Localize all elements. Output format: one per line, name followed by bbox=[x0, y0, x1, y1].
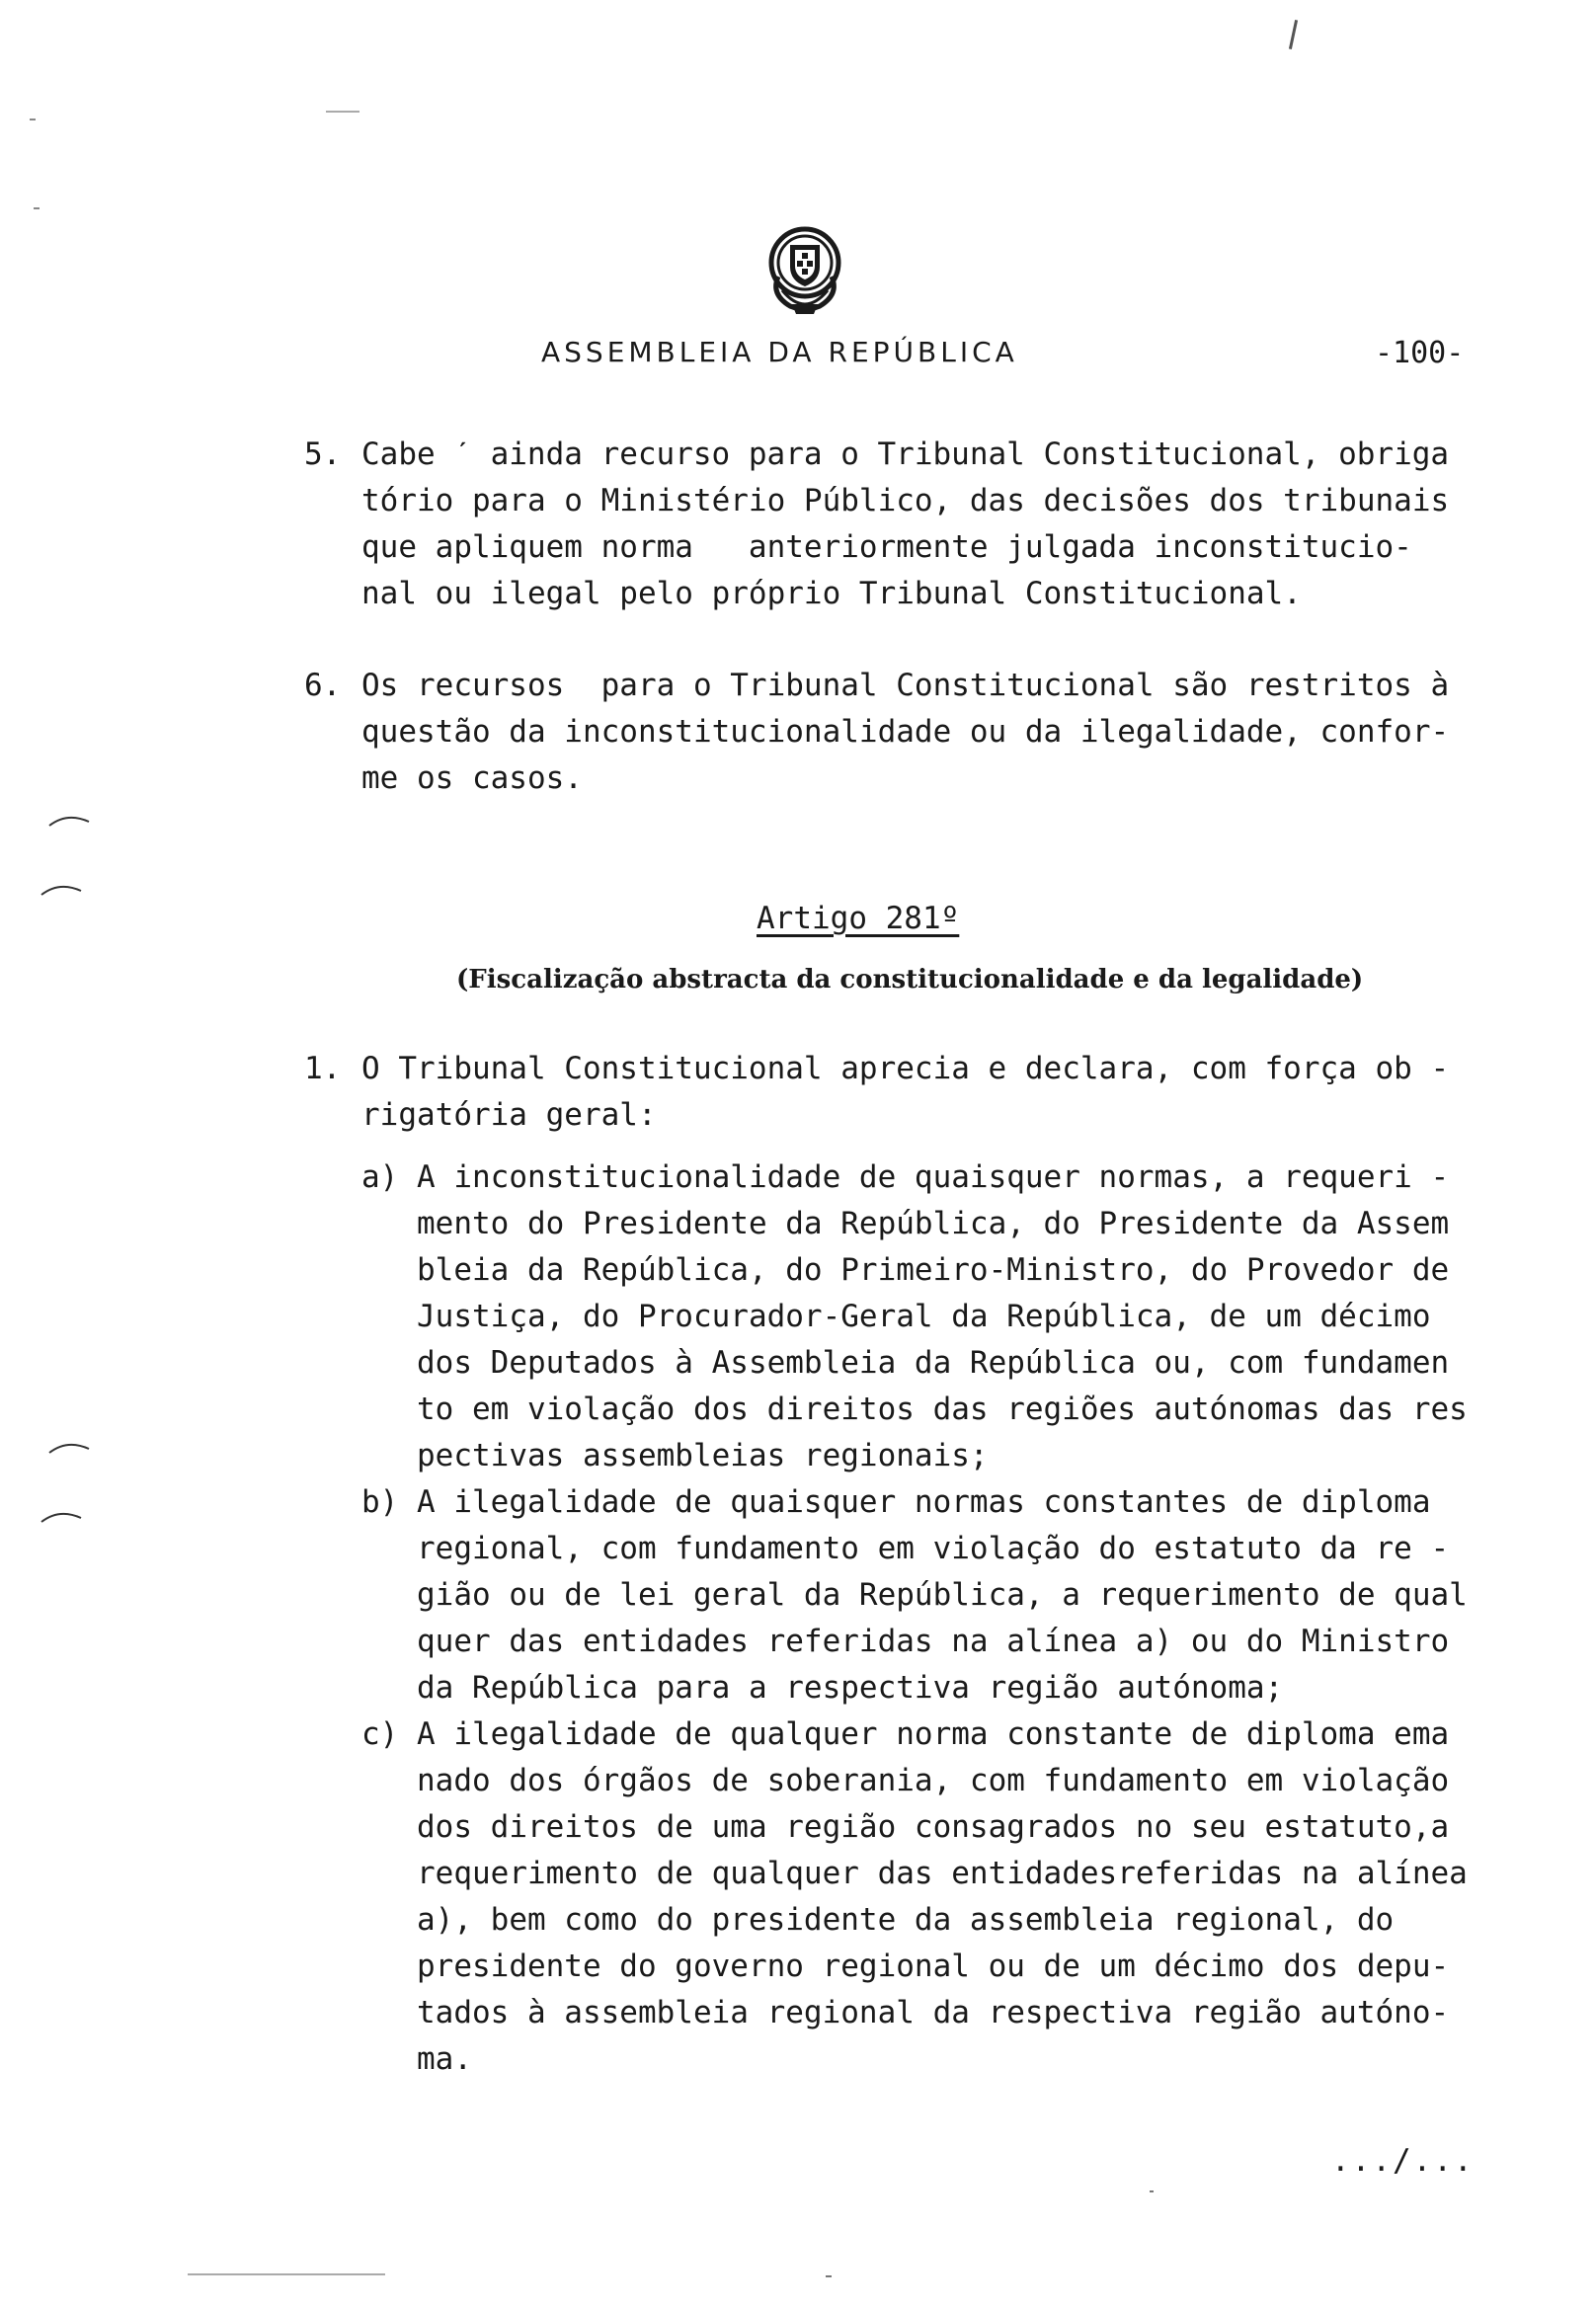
punch-hole-mark-icon bbox=[40, 879, 83, 899]
portuguese-coat-of-arms-icon bbox=[751, 215, 859, 324]
continuation-marker: .../... bbox=[1331, 2143, 1475, 2179]
item-b-label: b) bbox=[361, 1484, 399, 1520]
scan-artifact bbox=[326, 111, 359, 113]
item-a-line: pectivas assembleias regionais; bbox=[417, 1438, 989, 1473]
clause-1-line: rigatória geral: bbox=[361, 1097, 657, 1133]
item-c-line: a), bem como do presidente da assembleia regional, do bbox=[417, 1902, 1395, 1938]
scan-artifact bbox=[188, 2273, 385, 2275]
punch-hole-mark-icon bbox=[40, 1506, 83, 1526]
item-c-line: nado dos órgãos de soberania, com fundamento em violação bbox=[417, 1763, 1450, 1798]
section-5-line: tório para o Ministério Público, das decisões dos tribunais bbox=[361, 483, 1450, 518]
section-5-number: 5. bbox=[304, 437, 342, 472]
section-5-line: que apliquem norma anteriormente julgada inconstitucio- bbox=[361, 529, 1412, 565]
item-a-label: a) bbox=[361, 1159, 399, 1195]
item-b-line: quer das entidades referidas na alínea a) ou do Ministro bbox=[417, 1624, 1450, 1659]
section-6-number: 6. bbox=[304, 668, 342, 703]
section-5-line: nal ou ilegal pelo próprio Tribunal Constitucional. bbox=[361, 576, 1302, 611]
scan-artifact bbox=[34, 207, 40, 209]
section-6-line: me os casos. bbox=[361, 760, 583, 796]
item-c-line: A ilegalidade de qualquer norma constante de diploma ema bbox=[417, 1716, 1450, 1752]
section-6-line: questão da inconstitucionalidade ou da ilegalidade, confor- bbox=[361, 714, 1450, 750]
item-a-line: dos Deputados à Assembleia da República ou, com fundamen bbox=[417, 1345, 1450, 1381]
item-b-line: da República para a respectiva região autónoma; bbox=[417, 1670, 1284, 1706]
punch-hole-mark-icon bbox=[47, 810, 91, 830]
scan-artifact bbox=[30, 119, 36, 120]
clause-1-line: O Tribunal Constitucional aprecia e declara, com força ob - bbox=[361, 1051, 1450, 1086]
item-c-line: dos direitos de uma região consagrados no seu estatuto,a bbox=[417, 1809, 1450, 1845]
item-a-line: to em violação dos direitos das regiões autónomas das res bbox=[417, 1392, 1468, 1427]
institution-title: ASSEMBLEIA DA REPÚBLICA bbox=[541, 336, 1018, 368]
item-b-line: regional, com fundamento em violação do estatuto da re - bbox=[417, 1531, 1450, 1566]
article-subtitle: (Fiscalização abstracta da constitucionalidade e da legalidade) bbox=[456, 965, 1364, 994]
clause-1-number: 1. bbox=[304, 1051, 342, 1086]
item-a-line: Justiça, do Procurador-Geral da República, de um décimo bbox=[417, 1299, 1431, 1334]
page-number: -100- bbox=[1375, 336, 1465, 370]
scan-artifact bbox=[1150, 2190, 1154, 2192]
item-a-line: mento do Presidente da República, do Presidente da Assem bbox=[417, 1206, 1450, 1241]
section-5-line: Cabe ˊ ainda recurso para o Tribunal Constitucional, obriga bbox=[361, 437, 1450, 472]
item-a-line: bleia da República, do Primeiro-Ministro, do Provedor de bbox=[417, 1252, 1450, 1288]
item-c-line: ma. bbox=[417, 2041, 472, 2077]
item-c-line: requerimento de qualquer das entidadesreferidas na alínea bbox=[417, 1856, 1468, 1891]
article-heading: Artigo 281º bbox=[757, 901, 960, 936]
item-b-line: A ilegalidade de quaisquer normas constantes de diploma bbox=[417, 1484, 1431, 1520]
scan-artifact bbox=[1289, 20, 1298, 49]
scan-artifact bbox=[826, 2275, 832, 2277]
item-b-line: gião ou de lei geral da República, a requerimento de qual bbox=[417, 1577, 1468, 1613]
item-c-line: tados à assembleia regional da respectiva região autóno- bbox=[417, 1995, 1450, 2030]
punch-hole-mark-icon bbox=[47, 1437, 91, 1457]
item-c-label: c) bbox=[361, 1716, 399, 1752]
item-c-line: presidente do governo regional ou de um décimo dos depu- bbox=[417, 1949, 1450, 1984]
section-6-line: Os recursos para o Tribunal Constitucional são restritos à bbox=[361, 668, 1450, 703]
item-a-line: A inconstitucionalidade de quaisquer normas, a requeri - bbox=[417, 1159, 1450, 1195]
